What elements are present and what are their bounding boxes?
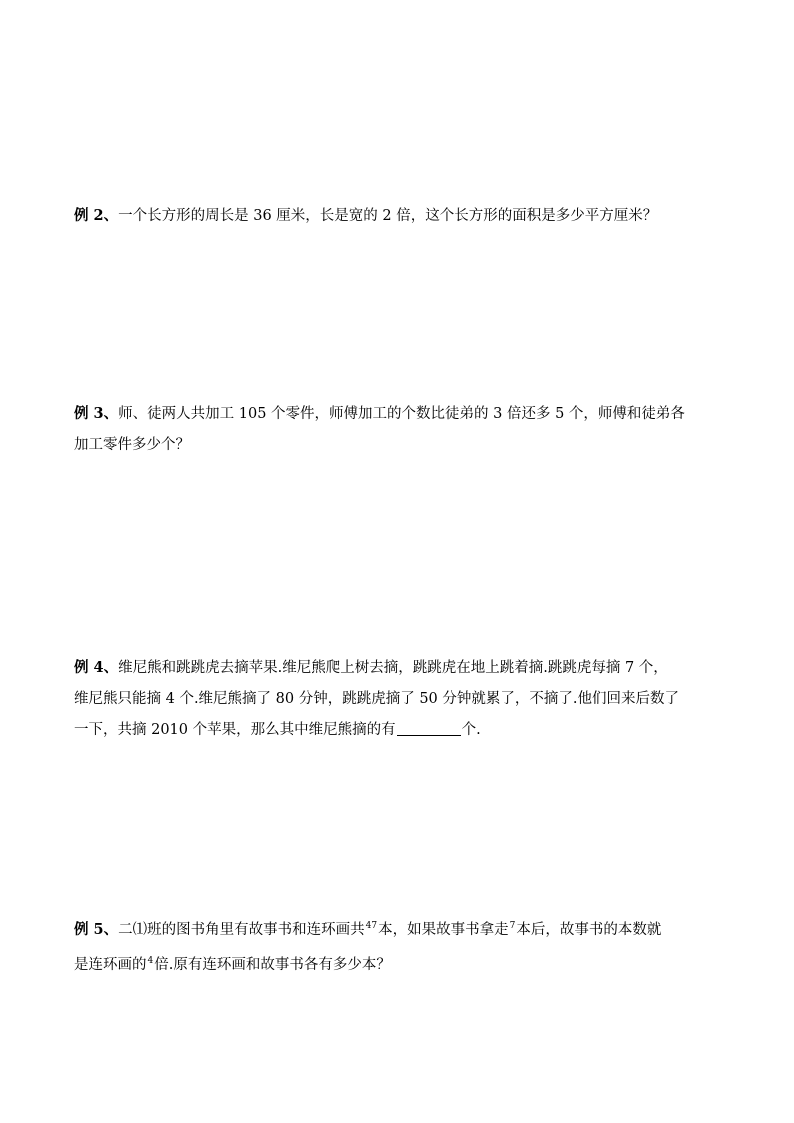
problem-example-4 xyxy=(74,652,730,746)
problem-line xyxy=(74,684,730,715)
problem-text: 本后，故事书的本数就 xyxy=(516,922,662,938)
problem-text: 倍.原有连环画和故事书各有多少本？ xyxy=(154,957,391,973)
problem-line xyxy=(74,200,730,232)
problem-text: 一个长方形的周长是 36 厘米，长是宽的 2 倍，这个长方形的面积是多少平方厘米？ xyxy=(118,208,658,224)
problem-label: 例 4、 xyxy=(74,659,119,676)
problem-example-2 xyxy=(74,200,730,232)
problem-text: 二⑴班的图书角里有故事书和连环画共 xyxy=(118,922,365,938)
problem-line xyxy=(74,946,730,981)
number-taken: 7 xyxy=(509,921,516,931)
problem-text: 个. xyxy=(461,722,481,738)
problem-text: 维尼熊和跳跳虎去摘苹果.维尼熊爬上树去摘，跳跳虎在地上跳着摘.跳跳虎每摘 7 个， xyxy=(118,660,668,676)
problem-line xyxy=(74,715,730,746)
problem-label: 例 5、 xyxy=(74,921,119,938)
problem-text: 师、徒两人共加工 105 个零件，师傅加工的个数比徒弟的 3 倍还多 5 个，师傅和徒弟各 xyxy=(118,406,685,422)
problem-example-5 xyxy=(74,911,730,981)
number-times: 4 xyxy=(147,956,154,966)
problem-line xyxy=(74,398,730,430)
number-total: 47 xyxy=(365,921,378,931)
answer-blank[interactable] xyxy=(397,721,461,736)
problem-text: 是连环画的 xyxy=(74,957,147,973)
problem-line xyxy=(74,911,730,946)
problem-label: 例 3、 xyxy=(74,405,119,422)
problem-label: 例 2、 xyxy=(74,207,119,224)
problem-line xyxy=(74,430,730,461)
problem-text: 一下，共摘 2010 个苹果，那么其中维尼熊摘的有 xyxy=(74,722,396,738)
problem-text: 本，如果故事书拿走 xyxy=(378,922,509,938)
problem-text: 维尼熊只能摘 4 个.维尼熊摘了 80 分钟，跳跳虎摘了 50 分钟就累了，不摘了.他们回来后数了 xyxy=(74,691,679,707)
problem-example-3 xyxy=(74,398,730,461)
problem-line xyxy=(74,652,730,684)
problem-text: 加工零件多少个？ xyxy=(74,437,190,453)
